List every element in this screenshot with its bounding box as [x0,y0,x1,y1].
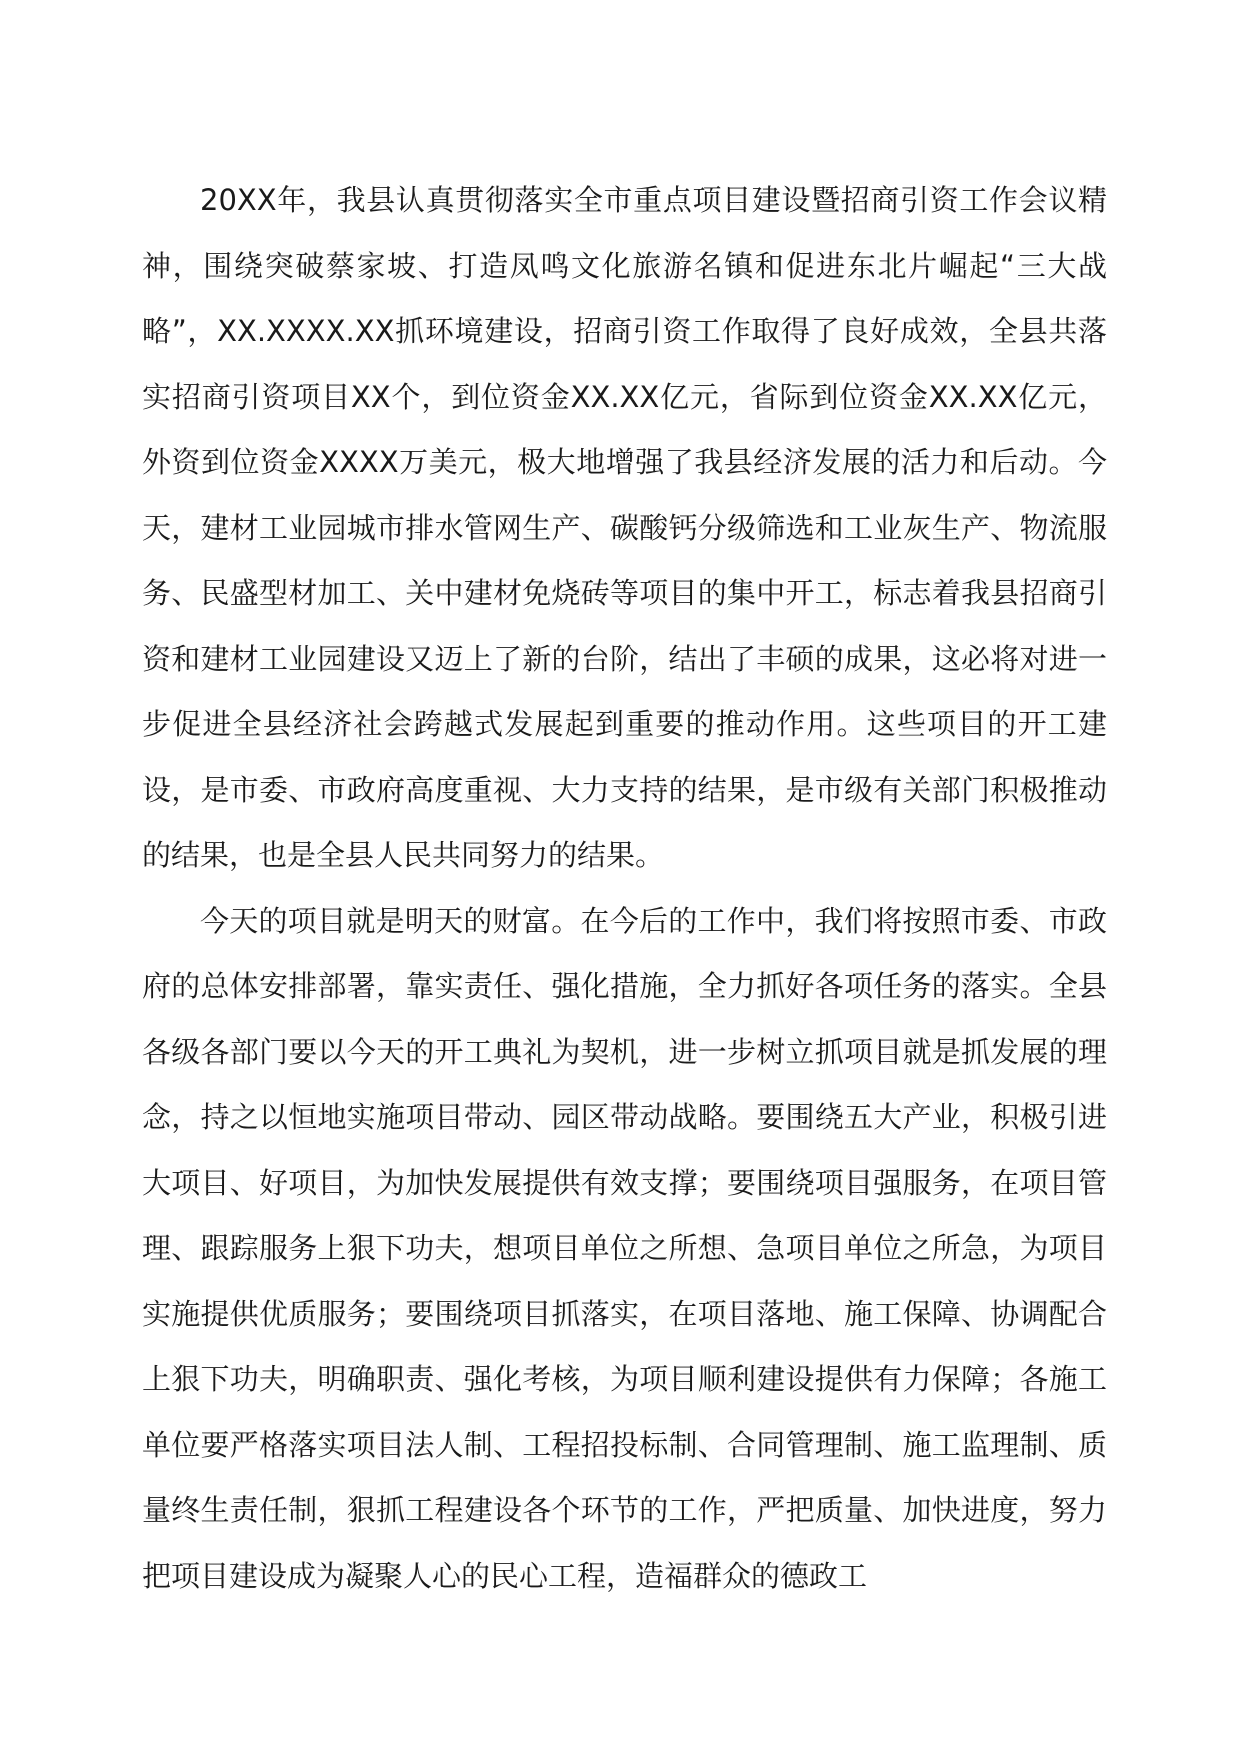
paragraph-1: 20XX年，我县认真贯彻落实全市重点项目建设暨招商引资工作会议精神，围绕突破蔡家坡、打造凤鸣文化旅游名镇和促进东北片崛起“三大战略”，XX.XXXX.XX抓环境建设，招商引资工作取得了良好成效，全县共落实招商引资项目XX个，到位资金XX.XX亿元，省际到位资金XX.XX亿元，外资到位资金XXXX万美元，极大地增强了我县经济发展的活力和后动。今天，建材工业园城市排水管网生产、碳酸钙分级筛选和工业灰生产、物流服务、民盛型材加工、关中建材免烧砖等项目的集中开工，标志着我县招商引资和建材工业园建设又迈上了新的台阶，结出了丰硕的成果，这必将对进一步促进全县经济社会跨越式发展起到重要的推动作用。这些项目的开工建设，是市委、市政府高度重视、大力支持的结果，是市级有关部门积极推动的结果，也是全县人民共同努力的结果。 [142,183,1107,872]
paragraph-2: 今天的项目就是明天的财富。在今后的工作中，我们将按照市委、市政府的总体安排部署，靠实责任、强化措施，全力抓好各项任务的落实。全县各级各部门要以今天的开工典礼为契机，进一步树立抓项目就是抓发展的理念，持之以恒地实施项目带动、园区带动战略。要围绕五大产业，积极引进大项目、好项目，为加快发展提供有效支撑；要围绕项目强服务，在项目管理、跟踪服务上狠下功夫，想项目单位之所想、急项目单位之所急，为项目实施提供优质服务；要围绕项目抓落实，在项目落地、施工保障、协调配合上狠下功夫，明确职责、强化考核，为项目顺利建设提供有力保障；各施工单位要严格落实项目法人制、工程招投标制、合同管理制、施工监理制、质量终生责任制，狠抓工程建设各个环节的工作，严把质量、加快进度，努力把项目建设成为凝聚人心的民心工程，造福群众的德政工 [142,903,1107,1593]
document-body [142,168,1107,1609]
